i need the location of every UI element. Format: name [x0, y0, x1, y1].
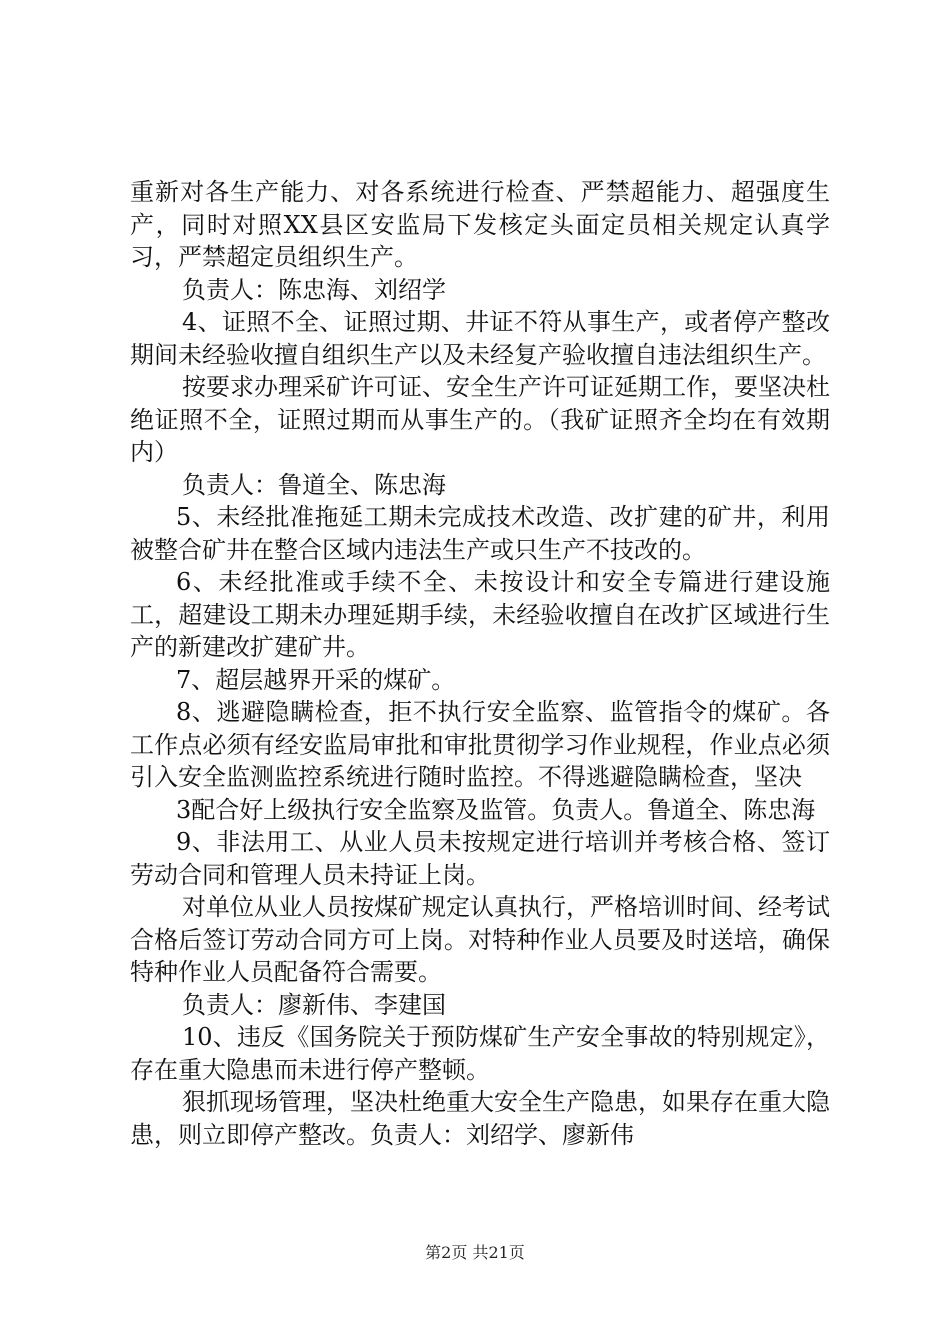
paragraph-responsible-2: 负责人：鲁道全、陈忠海 — [182, 470, 446, 499]
page-number-footer: 第2页 共21页 — [425, 1243, 525, 1262]
paragraph-item-4: 4、证照不全、证照过期、井证不符从事生产，或者停产整改期间未经验收擅自组织生产以及未经复产验收擅自违法组织生产。 — [130, 308, 830, 369]
paragraph-responsible-3: 负责人：廖新伟、李建国 — [182, 990, 446, 1019]
paragraph-item-10-measure: 狠抓现场管理，坚决杜绝重大安全生产隐患，如果存在重大隐患，则立即停产整改。负责人：刘绍学、廖新伟 — [130, 1088, 830, 1149]
paragraph-item-7: 7、超层越界开采的煤矿。 — [176, 665, 456, 694]
paragraph-item-4-measure: 按要求办理采矿许可证、安全生产许可证延期工作，要坚决杜绝证照不全，证照过期而从事生产的。（我矿证照齐全均在有效期内） — [130, 373, 830, 466]
paragraph-item-9: 9、非法用工、从业人员未按规定进行培训并考核合格、签订劳动合同和管理人员未持证上岗。 — [130, 828, 830, 889]
paragraph-item-10: 10、违反《国务院关于预防煤矿生产安全事故的特别规定》，存在重大隐患而未进行停产整顿。 — [130, 1023, 830, 1084]
paragraph-item-6: 6、未经批准或手续不全、未按设计和安全专篇进行建设施工，超建设工期未办理延期手续，未经验收擅自在改扩区域进行生产的新建改扩建矿井。 — [130, 568, 830, 661]
paragraph-item-9-measure: 对单位从业人员按煤矿规定认真执行，严格培训时间、经考试合格后签订劳动合同方可上岗。对特种作业人员要及时送培，确保特种作业人员配备符合需要。 — [130, 893, 830, 986]
paragraph-item-5: 5、未经批准拖延工期未完成技术改造、改扩建的矿井，利用被整合矿井在整合区域内违法生产或只生产不技改的。 — [130, 503, 830, 564]
paragraph-item-8: 8、逃避隐瞒检查，拒不执行安全监察、监管指令的煤矿。各工作点必须有经安监局审批和审批贯彻学习作业规程，作业点必须引入安全监测监控系统进行随时监控。不得逃避隐瞒检查，坚决 — [130, 698, 830, 791]
paragraph-responsible-1: 负责人：陈忠海、刘绍学 — [182, 275, 446, 304]
paragraph-item-8-measure: 3配合好上级执行安全监察及监管。负责人。鲁道全、陈忠海 — [176, 795, 816, 824]
paragraph-continuation: 重新对各生产能力、对各系统进行检查、严禁超能力、超强度生产，同时对照XX县区安监局下发核定头面定员相关规定认真学习，严禁超定员组织生产。 — [130, 178, 830, 271]
document-body — [130, 176, 830, 1151]
